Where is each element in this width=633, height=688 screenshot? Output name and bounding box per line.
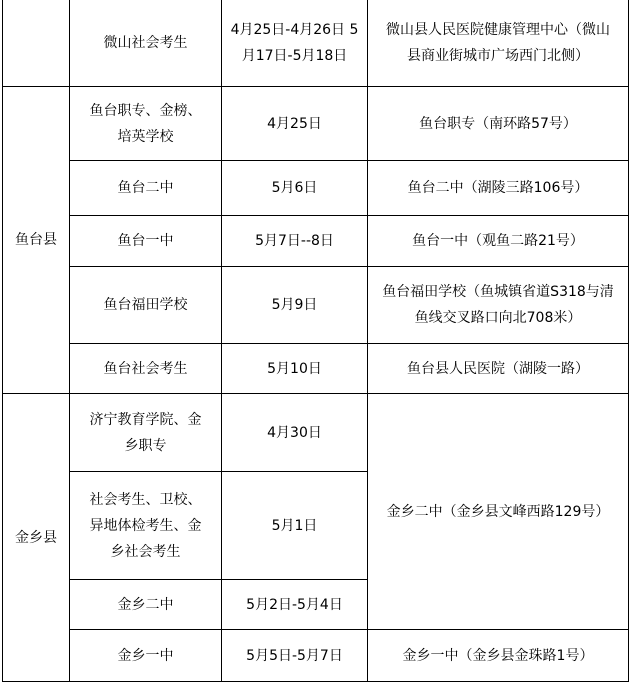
table-row: [3, 161, 629, 216]
date-cell: 4月25日: [222, 87, 368, 161]
location-cell: 金乡一中（金乡县金珠路1号）: [368, 630, 629, 682]
date-cell: 5月5日-5月7日: [222, 630, 368, 682]
table-row: [3, 344, 629, 394]
table-row: [3, 630, 629, 682]
date-cell: 5月6日: [222, 161, 368, 216]
schedule-table: [2, 0, 629, 682]
county-cell: 鱼台县: [3, 87, 70, 394]
school-cell: 社会考生、卫校、 异地体检考生、金 乡社会考生: [70, 472, 222, 580]
date-cell: 4月25日-4月26日 5 月17日-5月18日: [222, 0, 368, 87]
county-cell: [3, 0, 70, 87]
date-cell: 5月2日-5月4日: [222, 580, 368, 630]
location-cell: 鱼台一中（观鱼二路21号）: [368, 216, 629, 267]
location-cell: 金乡二中（金乡县文峰西路129号）: [368, 394, 629, 630]
table-row: [3, 394, 629, 472]
table-row: [3, 87, 629, 161]
school-cell: 济宁教育学院、金 乡职专: [70, 394, 222, 472]
school-cell: 鱼台二中: [70, 161, 222, 216]
school-cell: 金乡二中: [70, 580, 222, 630]
school-cell: 微山社会考生: [70, 0, 222, 87]
location-cell: 鱼台职专（南环路57号）: [368, 87, 629, 161]
table-row: [3, 267, 629, 344]
date-cell: 4月30日: [222, 394, 368, 472]
school-cell: 鱼台社会考生: [70, 344, 222, 394]
date-cell: 5月9日: [222, 267, 368, 344]
location-cell: 鱼台二中（湖陵三路106号）: [368, 161, 629, 216]
school-cell: 鱼台职专、金榜、 培英学校: [70, 87, 222, 161]
date-cell: 5月10日: [222, 344, 368, 394]
county-cell: 金乡县: [3, 394, 70, 682]
school-cell: 金乡一中: [70, 630, 222, 682]
date-cell: 5月1日: [222, 472, 368, 580]
school-cell: 鱼台福田学校: [70, 267, 222, 344]
location-cell: 鱼台县人民医院（湖陵一路）: [368, 344, 629, 394]
table-row: [3, 0, 629, 87]
location-cell: 微山县人民医院健康管理中心（微山 县商业街城市广场西门北侧）: [368, 0, 629, 87]
table-row: [3, 216, 629, 267]
date-cell: 5月7日--8日: [222, 216, 368, 267]
location-cell: 鱼台福田学校（鱼城镇省道S318与清 鱼线交叉路口向北708米）: [368, 267, 629, 344]
school-cell: 鱼台一中: [70, 216, 222, 267]
